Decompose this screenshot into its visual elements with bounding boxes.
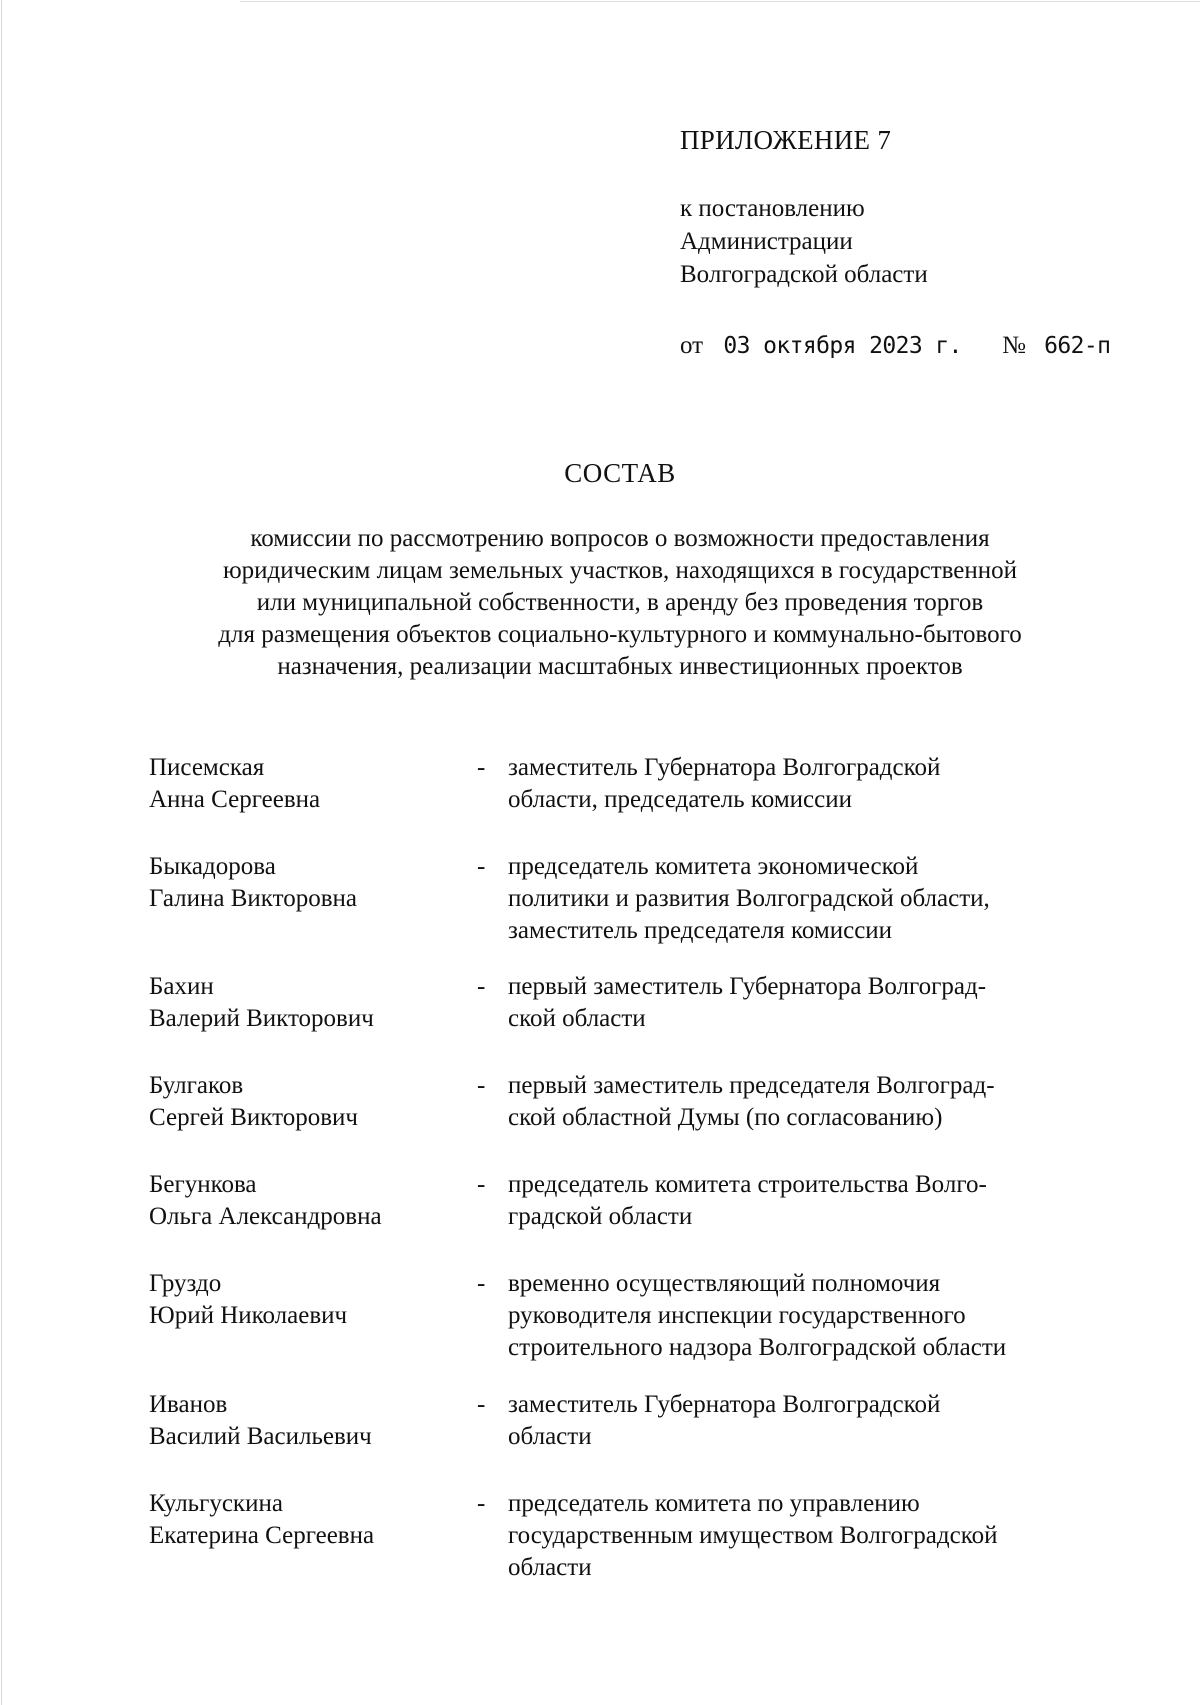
member-row (149, 1488, 1084, 1581)
member-dash: - (477, 1391, 486, 1418)
member-surname: Бегункова (149, 1171, 257, 1198)
appendix-title: ПРИЛОЖЕНИЕ 7 (680, 125, 892, 155)
subtitle-line: назначения, реализации масштабных инвестиционных проектов (277, 653, 963, 680)
member-given-name: Ольга Александровна (149, 1203, 382, 1230)
member-role-line: председатель комитета строительства Волго- (508, 1171, 987, 1198)
member-surname: Груздо (149, 1270, 222, 1297)
member-role-line: области (508, 1423, 592, 1450)
member-given-name: Екатерина Сергеевна (149, 1522, 375, 1549)
member-role-line: ской области (508, 1005, 646, 1032)
member-role-line: области (508, 1554, 592, 1581)
member-given-name: Галина Викторовна (149, 885, 357, 912)
resolution-date-number (680, 331, 1140, 361)
member-row (149, 1268, 1084, 1361)
member-role-line: руководителя инспекции государственного (508, 1302, 966, 1329)
member-dash: - (477, 853, 486, 880)
member-given-name: Анна Сергеевна (149, 786, 321, 813)
scan-edge-top (240, 1, 1200, 2)
date-prefix: от (680, 332, 704, 359)
member-surname: Бахин (149, 973, 214, 1000)
member-role-line: градской области (508, 1203, 693, 1230)
member-name (149, 1488, 479, 1552)
member-role-line: первый заместитель председателя Волгоград- (508, 1072, 995, 1099)
member-dash: - (477, 1171, 486, 1198)
member-given-name: Василий Васильевич (149, 1423, 372, 1450)
member-row (149, 851, 1084, 944)
member-role-line: заместитель председателя комиссии (508, 917, 893, 944)
member-name (149, 851, 479, 915)
member-role-line: строительного надзора Волгоградской области (508, 1334, 1007, 1361)
number-sign: № (1002, 332, 1026, 359)
resolution-number: 662-п (1044, 333, 1111, 359)
member-role-line: председатель комитета по управлению (508, 1490, 920, 1517)
member-row (149, 1070, 1084, 1134)
member-name (149, 1389, 479, 1453)
member-role-line: заместитель Губернатора Волгоградской (508, 1391, 941, 1418)
member-given-name: Валерий Викторович (149, 1005, 374, 1032)
member-role-line: государственным имуществом Волгоградской (508, 1522, 998, 1549)
member-dash: - (477, 1490, 486, 1517)
member-name (149, 1268, 479, 1332)
member-row (149, 1169, 1084, 1233)
resolution-line: Волгоградской области (680, 261, 928, 288)
member-role (508, 1268, 1084, 1364)
member-surname: Кульгускина (149, 1490, 283, 1517)
subtitle-line: для размещения объектов социально-культурного и коммунально-бытового (218, 621, 1022, 648)
document-subtitle (140, 523, 1100, 683)
member-given-name: Сергей Викторович (149, 1104, 358, 1131)
member-role-line: политики и развития Волгоградской области, (508, 885, 990, 912)
member-role-line: временно осуществляющий полномочия (508, 1270, 941, 1297)
member-surname: Булгаков (149, 1072, 244, 1099)
member-name (149, 1169, 479, 1233)
member-role (508, 1389, 1084, 1453)
member-dash: - (477, 754, 486, 781)
member-role-line: заместитель Губернатора Волгоградской (508, 754, 941, 781)
member-role-line: ской областной Думы (по согласованию) (508, 1104, 943, 1131)
member-given-name: Юрий Николаевич (149, 1302, 348, 1329)
member-role (508, 1070, 1084, 1134)
member-role (508, 1169, 1084, 1233)
member-name (149, 752, 479, 816)
member-row (149, 752, 1084, 816)
subtitle-line: юридическим лицам земельных участков, находящихся в государственной (222, 557, 1018, 584)
member-dash: - (477, 1270, 486, 1297)
resolution-reference (680, 192, 1140, 291)
member-role-line: первый заместитель Губернатора Волгоград- (508, 973, 987, 1000)
member-surname: Писемская (149, 754, 265, 781)
member-name (149, 971, 479, 1035)
member-role-line: области, председатель комиссии (508, 786, 852, 813)
subtitle-line: или муниципальной собственности, в аренду без проведения торгов (256, 589, 984, 616)
member-name (149, 1070, 479, 1134)
member-row (149, 971, 1084, 1035)
scan-edge-left (1, 0, 2, 1705)
member-surname: Иванов (149, 1391, 228, 1418)
member-role (508, 971, 1084, 1035)
document-title: СОСТАВ (564, 458, 676, 488)
member-dash: - (477, 973, 486, 1000)
resolution-line: Администрации (680, 228, 853, 255)
resolution-line: к постановлению (680, 195, 865, 222)
member-role (508, 851, 1084, 947)
member-surname: Быкадорова (149, 853, 276, 880)
resolution-date: 03 октября 2023 г. (723, 333, 962, 359)
member-role (508, 752, 1084, 816)
member-role (508, 1488, 1084, 1584)
subtitle-line: комиссии по рассмотрению вопросов о возможности предоставления (250, 525, 990, 552)
member-row (149, 1389, 1084, 1453)
member-dash: - (477, 1072, 486, 1099)
member-role-line: председатель комитета экономической (508, 853, 919, 880)
appendix-header (680, 124, 1140, 361)
